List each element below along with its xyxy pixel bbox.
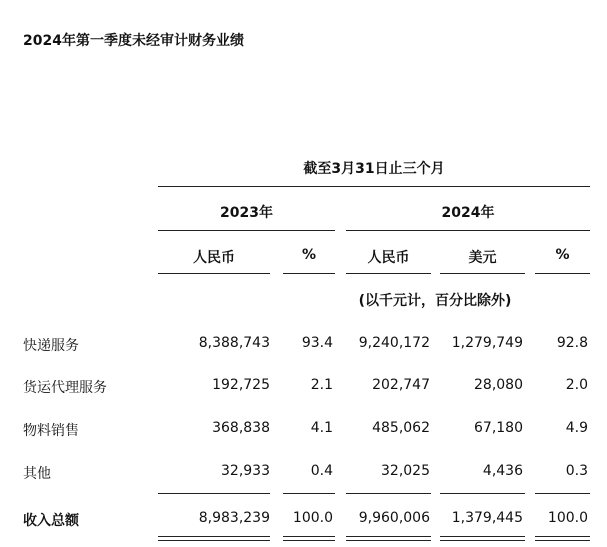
- unit-note: (以千元计，百分比除外): [358, 293, 512, 309]
- col-header-2024-rmb: 人民币: [367, 250, 410, 266]
- total-double-rule-2024-pct-lower: [535, 540, 590, 541]
- col-header-2023-pct: %: [301, 247, 317, 263]
- cell-2023-rmb: 368,838: [212, 420, 270, 436]
- cell-2023-pct: 93.4: [301, 335, 333, 351]
- cell-2024-pct: 92.8: [556, 335, 588, 351]
- period-underline: [158, 186, 590, 187]
- total-top-rule-2023-rmb: [158, 493, 270, 494]
- col-underline-2024-pct: [535, 273, 590, 274]
- year-header-2024: 2024年: [441, 205, 495, 221]
- total-label: 收入总额: [23, 513, 79, 529]
- col-underline-2023-rmb: [158, 273, 270, 274]
- row-label: 物料销售: [23, 423, 79, 439]
- total-double-rule-2024-rmb-lower: [346, 540, 431, 541]
- total-2024-rmb: 9,960,006: [358, 510, 430, 526]
- cell-2023-pct: 2.1: [310, 377, 333, 393]
- col-underline-2023-pct: [283, 273, 335, 274]
- total-2023-rmb: 8,983,239: [198, 510, 270, 526]
- total-2024-usd: 1,379,445: [451, 510, 523, 526]
- total-double-rule-2024-usd: [440, 536, 525, 537]
- cell-2024-rmb: 485,062: [372, 420, 430, 436]
- total-top-rule-2023-pct: [283, 493, 335, 494]
- cell-2023-rmb: 32,933: [221, 463, 270, 479]
- cell-2024-rmb: 202,747: [372, 377, 430, 393]
- year-underline-2023: [158, 230, 335, 231]
- total-top-rule-2024-rmb: [346, 493, 431, 494]
- page-title: 2024年第一季度未经审计财务业绩: [23, 33, 244, 49]
- total-top-rule-2024-usd: [440, 493, 525, 494]
- cell-2024-pct: 2.0: [565, 377, 588, 393]
- total-double-rule-2024-rmb: [346, 536, 431, 537]
- cell-2023-pct: 0.4: [310, 463, 333, 479]
- col-underline-2024-rmb: [346, 273, 431, 274]
- col-header-2024-pct: %: [555, 247, 570, 263]
- total-double-rule-2023-rmb: [158, 536, 270, 537]
- cell-2024-pct: 4.9: [565, 420, 588, 436]
- col-underline-2024-usd: [440, 273, 525, 274]
- total-double-rule-2023-pct-lower: [283, 540, 335, 541]
- year-underline-2024: [346, 230, 590, 231]
- total-2023-pct: 100.0: [292, 510, 333, 526]
- row-label: 其他: [23, 466, 51, 482]
- year-header-2023: 2023年: [220, 205, 273, 221]
- period-header: 截至3月31日止三个月: [303, 161, 445, 177]
- cell-2024-usd: 1,279,749: [451, 335, 523, 351]
- total-2024-pct: 100.0: [547, 510, 588, 526]
- total-double-rule-2024-pct: [535, 536, 590, 537]
- cell-2023-pct: 4.1: [310, 420, 333, 436]
- col-header-2023-rmb: 人民币: [193, 250, 235, 266]
- cell-2024-rmb: 9,240,172: [358, 335, 430, 351]
- total-top-rule-2024-pct: [535, 493, 590, 494]
- cell-2024-usd: 28,080: [474, 377, 523, 393]
- cell-2024-pct: 0.3: [565, 463, 588, 479]
- row-label: 货运代理服务: [23, 380, 107, 396]
- col-header-2024-usd: 美元: [468, 250, 497, 266]
- total-double-rule-2023-pct: [283, 536, 335, 537]
- cell-2024-usd: 4,436: [482, 463, 523, 479]
- cell-2024-usd: 67,180: [474, 420, 523, 436]
- cell-2023-rmb: 192,725: [212, 377, 270, 393]
- total-double-rule-2024-usd-lower: [440, 540, 525, 541]
- row-label: 快递服务: [23, 338, 79, 354]
- cell-2024-rmb: 32,025: [381, 463, 430, 479]
- cell-2023-rmb: 8,388,743: [198, 335, 270, 351]
- total-double-rule-2023-rmb-lower: [158, 540, 270, 541]
